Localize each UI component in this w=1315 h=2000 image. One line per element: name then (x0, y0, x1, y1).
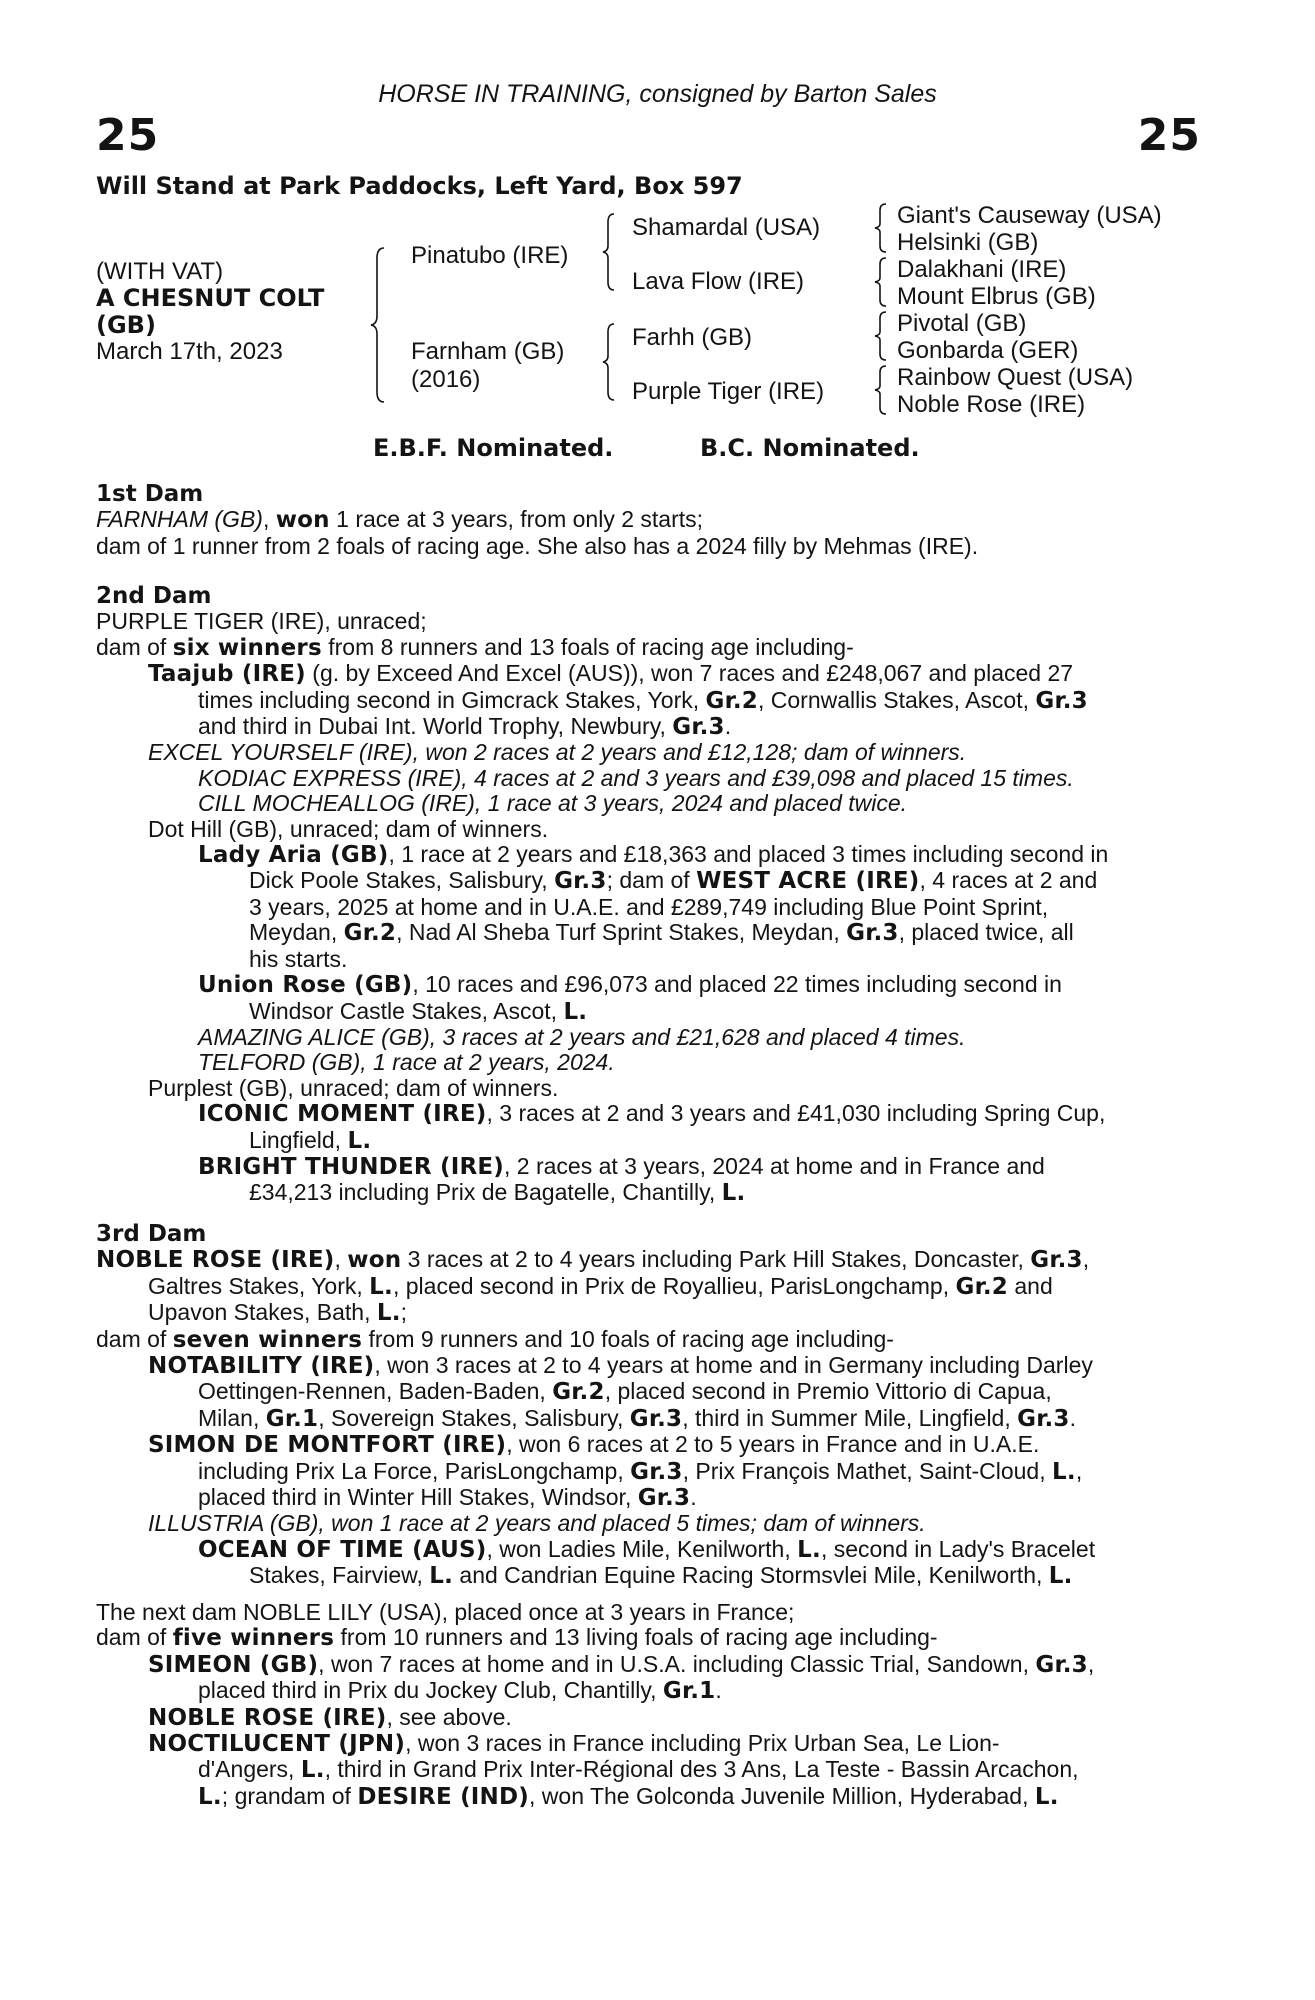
dam-year: (2016) (411, 366, 481, 393)
text: , 3 races at 2 and 3 years and £41,030 including Spring Cup, (486, 1100, 1106, 1127)
grade: L. (721, 1180, 746, 1207)
horse-name: SIMON DE MONTFORT (IRE) (148, 1432, 507, 1459)
grade: Gr.2 (552, 1379, 605, 1406)
section-heading: 2nd Dam (96, 583, 212, 609)
stable-location: Will Stand at Park Paddocks, Left Yard, Box 597 (96, 172, 743, 200)
horse-name: DESIRE (IND) (357, 1783, 530, 1810)
text: , won 1 race at 2 years and placed 5 times; dam of winners. (318, 1510, 926, 1537)
text: , Nad Al Sheba Turf Sprint Stakes, Meydan, (396, 919, 847, 946)
dam-name: FARNHAM (GB) (96, 506, 263, 533)
text: Dick Poole Stakes, Salisbury, (249, 867, 555, 894)
text: , see above. (386, 1703, 512, 1730)
horse-name: CILL MOCHEALLOG (IRE) (198, 790, 475, 817)
text: from 9 runners and 10 foals of racing age including- (362, 1325, 894, 1352)
text: . (1069, 1404, 1076, 1431)
text: , Sovereign Stakes, Salisbury, (318, 1404, 630, 1431)
sd-dam: Mount Elbrus (GB) (897, 283, 1096, 310)
pedigree-brace-g2 (872, 256, 890, 308)
horse-name: A CHESNUT COLT (96, 284, 325, 312)
text: , placed second in Prix de Royallieu, ParisLongchamp, (392, 1272, 956, 1299)
grade: Gr.1 (662, 1678, 716, 1705)
text: . (690, 1484, 697, 1511)
horse-name: ILLUSTRIA (GB) (148, 1510, 319, 1537)
first-dam-section: 1st Dam FARNHAM (GB), won 1 race at 3 years, from only 2 starts; dam of 1 runner from 2 foals of racing age. She also has a 2024 filly by Mehmas (IRE). (96, 482, 1206, 559)
third-dam-section: 3rd Dam NOBLE ROSE (IRE), won 3 races at 2 to 4 years including Park Hill Stakes, Doncaster, Gr.3, Galtres Stakes, York, L., placed second in Prix de Royallieu, ParisLongchamp, Gr.2 and Upavon Stakes, Bath, L.; dam of seven winners from 9 runners and 10 foals of racing age including- NOTABILITY (IRE), won 3 races at 2 to 4 years at home and in Germany including Darley Oettingen-Rennen, Baden-Baden, Gr.2, placed second in Premio Vittorio di Capua, Milan, Gr.1, Sovereign Stakes, Salisbury, Gr.3, third in Summer Mile, Lingfield, Gr.3. SIMON DE MONTFORT (IRE), won 6 races at 2 to 5 years in France and in U.A.E. including Prix La Force, ParisLongchamp, Gr.3, Prix François Mathet, Saint-Cloud, L., placed third in Winter Hill Stakes, Windsor, Gr.3. ILLUSTRIA (GB), won 1 race at 2 years and placed 5 times; dam of winners. OCEAN OF TIME (AUS), won Ladies Mile, Kenilworth, L., second in Lady's Bracelet Stakes, Fairview, L. and Candrian Equine Racing Stormsvlei Mile, Kenilworth, L. (96, 1222, 1206, 1590)
pedigree-brace-g4 (872, 364, 890, 416)
text: , 4 races at 2 and (919, 867, 1098, 894)
text: placed third in Prix du Jockey Club, Chantilly, (198, 1677, 663, 1704)
sire-sire: Shamardal (USA) (632, 214, 821, 241)
grade: Gr.2 (955, 1273, 1008, 1300)
text: ; dam of (606, 867, 697, 894)
text: , won 6 races at 2 to 5 years in France and in U.A.E. (506, 1431, 1040, 1458)
horse-name: EXCEL YOURSELF (IRE) (148, 739, 413, 766)
dam-produce: dam of 1 runner from 2 foals of racing age. She also has a 2024 filly by Mehmas (IRE). (96, 532, 979, 559)
text: 3 races at 2 to 4 years including Park Hill Stakes, Doncaster, (401, 1246, 1031, 1273)
horse-name: KODIAC EXPRESS (IRE) (198, 764, 462, 791)
horse-name: OCEAN OF TIME (AUS) (198, 1536, 487, 1563)
text: £34,213 including Prix de Bagatelle, Chantilly, (249, 1179, 722, 1206)
text: (g. by Exceed And Excel (AUS)), won 7 races and £248,067 and placed 27 (305, 660, 1074, 687)
text: Lingfield, (249, 1126, 348, 1153)
text: , 1 race at 2 years and £18,363 and placed 3 times including second in (388, 841, 1109, 868)
pedigree-brace-dam (600, 322, 618, 402)
progeny-entry: Dot Hill (GB), unraced; dam of winners. (148, 815, 549, 842)
horse-name: Taajub (IRE) (148, 661, 306, 688)
dam-name: PURPLE TIGER (IRE), unraced; (96, 608, 427, 635)
text: Meydan, (249, 919, 344, 946)
text: dam of (96, 1325, 173, 1352)
grade: Gr.3 (1030, 1247, 1083, 1274)
text: including Prix La Force, ParisLongchamp, (198, 1457, 631, 1484)
section-heading: 3rd Dam (96, 1221, 207, 1247)
text: , won 2 races at 2 years and £12,128; dam of winners. (412, 739, 967, 766)
second-dam-section (96, 584, 1206, 1207)
text: and (1008, 1272, 1053, 1299)
grade: Gr.3 (846, 920, 899, 947)
dam-record: 1 race at 3 years, from only 2 starts; (329, 506, 704, 533)
text: , (1082, 1246, 1090, 1273)
vat-note: (WITH VAT) (96, 258, 224, 285)
text: Windsor Castle Stakes, Ascot, (249, 997, 564, 1024)
winners-count: seven winners (172, 1326, 363, 1353)
grade: Gr.3 (1017, 1405, 1070, 1432)
grade: L. (563, 998, 588, 1025)
horse-name: AMAZING ALICE (GB) (198, 1023, 430, 1050)
text: , placed twice, all (898, 919, 1074, 946)
grade: L. (797, 1536, 821, 1563)
ds-dam: Gonbarda (GER) (897, 337, 1079, 364)
text: his starts. (249, 945, 348, 972)
grade: L. (198, 1783, 222, 1810)
dd-dam: Noble Rose (IRE) (897, 391, 1086, 418)
ss-dam: Helsinki (GB) (897, 229, 1039, 256)
ds-sire: Pivotal (GB) (897, 310, 1027, 337)
foaling-date: March 17th, 2023 (96, 338, 283, 365)
text: , third in Summer Mile, Lingfield, (682, 1404, 1018, 1431)
grade: L. (1048, 1563, 1073, 1590)
text: , won 7 races at home and in U.S.A. including Classic Trial, Sandown, (318, 1650, 1036, 1677)
grade: Gr.3 (630, 1458, 683, 1485)
dam-name: The next dam NOBLE LILY (USA), placed once at 3 years in France; (96, 1599, 795, 1625)
grade: Gr.2 (705, 687, 758, 714)
text: and Candrian Equine Racing Stormsvlei Mile, Kenilworth, (453, 1562, 1049, 1589)
horse-name: SIMEON (GB) (148, 1651, 319, 1678)
text: , 4 races at 2 and 3 years and £39,098 and placed 15 times. (461, 764, 1074, 791)
winners-count: five winners (172, 1625, 335, 1652)
text: , second in Lady's Bracelet (820, 1535, 1096, 1562)
lot-number-right: 25 (1137, 110, 1201, 161)
winners-count: six winners (172, 634, 322, 661)
text: from 10 runners and 13 living foals of racing age including- (334, 1624, 938, 1651)
grade: L. (300, 1757, 325, 1784)
text: and third in Dubai Int. World Trophy, Newbury, (198, 713, 673, 740)
ebf-nomination: E.B.F. Nominated. (373, 434, 614, 462)
horse-name: Union Rose (GB) (198, 972, 413, 999)
sd-sire: Dalakhani (IRE) (897, 256, 1067, 283)
text: , (1087, 1650, 1095, 1677)
text: , Cornwallis Stakes, Ascot, (758, 686, 1036, 713)
horse-name: NOTABILITY (IRE) (148, 1353, 375, 1380)
grade: Gr.3 (1035, 1651, 1088, 1678)
grade: L. (1034, 1783, 1059, 1810)
grade: Gr.1 (265, 1405, 319, 1432)
text: , 2 races at 3 years, 2024 at home and in France and (504, 1152, 1045, 1179)
text: dam of (96, 1624, 173, 1651)
text: , third in Grand Prix Inter-Régional des 3 Ans, La Teste - Bassin Arcachon, (324, 1756, 1079, 1783)
text: , (1075, 1457, 1083, 1484)
text: , 3 races at 2 years and £21,628 and placed 4 times. (429, 1023, 966, 1050)
dd-sire: Rainbow Quest (USA) (897, 364, 1134, 391)
text: d'Angers, (198, 1756, 301, 1783)
text: , won 3 races in France including Prix Urban Sea, Le Lion- (405, 1730, 1000, 1757)
text: dam of (96, 633, 173, 660)
horse-name: NOCTILUCENT (JPN) (148, 1731, 406, 1758)
text: , 1 race at 3 years, 2024 and placed twice. (474, 790, 908, 817)
text: , placed second in Premio Vittorio di Capua, (604, 1378, 1052, 1405)
grade: Gr.3 (672, 714, 725, 741)
horse-name: TELFORD (GB) (198, 1049, 361, 1076)
sire-name: Pinatubo (IRE) (411, 242, 569, 269)
pedigree-brace-g1 (872, 202, 890, 254)
text: 3 years, 2025 at home and in U.A.E. and £289,749 including Blue Point Sprint, (249, 893, 1049, 920)
ss-sire: Giant's Causeway (USA) (897, 202, 1162, 229)
text: , 1 race at 2 years, 2024. (360, 1049, 615, 1076)
bc-nomination: B.C. Nominated. (700, 434, 920, 462)
horse-country: (GB) (96, 311, 156, 339)
dam-name: Farnham (GB) (411, 338, 565, 365)
text: Upavon Stakes, Bath, (148, 1299, 377, 1326)
horse-name: ICONIC MOMENT (IRE) (198, 1101, 487, 1128)
horse-name: Lady Aria (GB) (198, 842, 389, 869)
next-dam-section (96, 1600, 1206, 1810)
grade: L. (1052, 1458, 1076, 1485)
text: , won The Golconda Juvenile Million, Hyderabad, (529, 1782, 1035, 1809)
text: Oettingen-Rennen, Baden-Baden, (198, 1378, 553, 1405)
text: Milan, (198, 1404, 266, 1431)
text: placed third in Winter Hill Stakes, Windsor, (198, 1484, 638, 1511)
grade: Gr.3 (554, 868, 607, 895)
grade: L. (376, 1300, 401, 1327)
won-label: won (347, 1247, 402, 1274)
progeny-entry (96, 661, 1206, 687)
dam-name: NOBLE ROSE (IRE) (96, 1247, 335, 1274)
text: , won 3 races at 2 to 4 years at home and in Germany including Darley (374, 1352, 1093, 1379)
progeny-entry: Purplest (GB), unraced; dam of winners. (148, 1074, 559, 1101)
section-heading: 1st Dam (96, 481, 204, 507)
lot-number-left: 25 (96, 110, 160, 161)
won-label: won (275, 507, 330, 534)
grade: Gr.2 (343, 920, 397, 947)
pedigree-brace-main (368, 246, 388, 404)
grade: Gr.3 (1035, 687, 1088, 714)
text: Stakes, Fairview, (249, 1562, 430, 1589)
grade: Gr.3 (629, 1405, 683, 1432)
text: Galtres Stakes, York, (148, 1272, 370, 1299)
text: ; (400, 1299, 408, 1326)
text: . (715, 1677, 722, 1704)
text: , won Ladies Mile, Kenilworth, (486, 1535, 798, 1562)
text: , Prix François Mathet, Saint-Cloud, (682, 1457, 1053, 1484)
grade: L. (347, 1127, 372, 1154)
text: , 10 races and £96,073 and placed 22 times including second in (412, 971, 1062, 998)
dam-dam: Purple Tiger (IRE) (632, 378, 825, 405)
dam-sire: Farhh (GB) (632, 324, 753, 351)
pedigree-brace-g3 (872, 310, 890, 362)
text: . (724, 713, 732, 740)
grade: L. (369, 1273, 393, 1300)
horse-name: BRIGHT THUNDER (IRE) (198, 1153, 505, 1180)
horse-name: WEST ACRE (IRE) (696, 868, 920, 895)
pedigree-brace-sire (600, 212, 618, 292)
text: from 8 runners and 13 foals of racing age including- (321, 633, 854, 660)
grade: Gr.3 (637, 1485, 691, 1512)
text: ; grandam of (221, 1782, 358, 1809)
sire-dam: Lava Flow (IRE) (632, 268, 805, 295)
catalogue-header: HORSE IN TRAINING, consigned by Barton Sales (378, 80, 937, 108)
horse-name: NOBLE ROSE (IRE) (148, 1704, 387, 1731)
grade: L. (429, 1563, 454, 1590)
text: times including second in Gimcrack Stakes, York, (198, 686, 706, 713)
